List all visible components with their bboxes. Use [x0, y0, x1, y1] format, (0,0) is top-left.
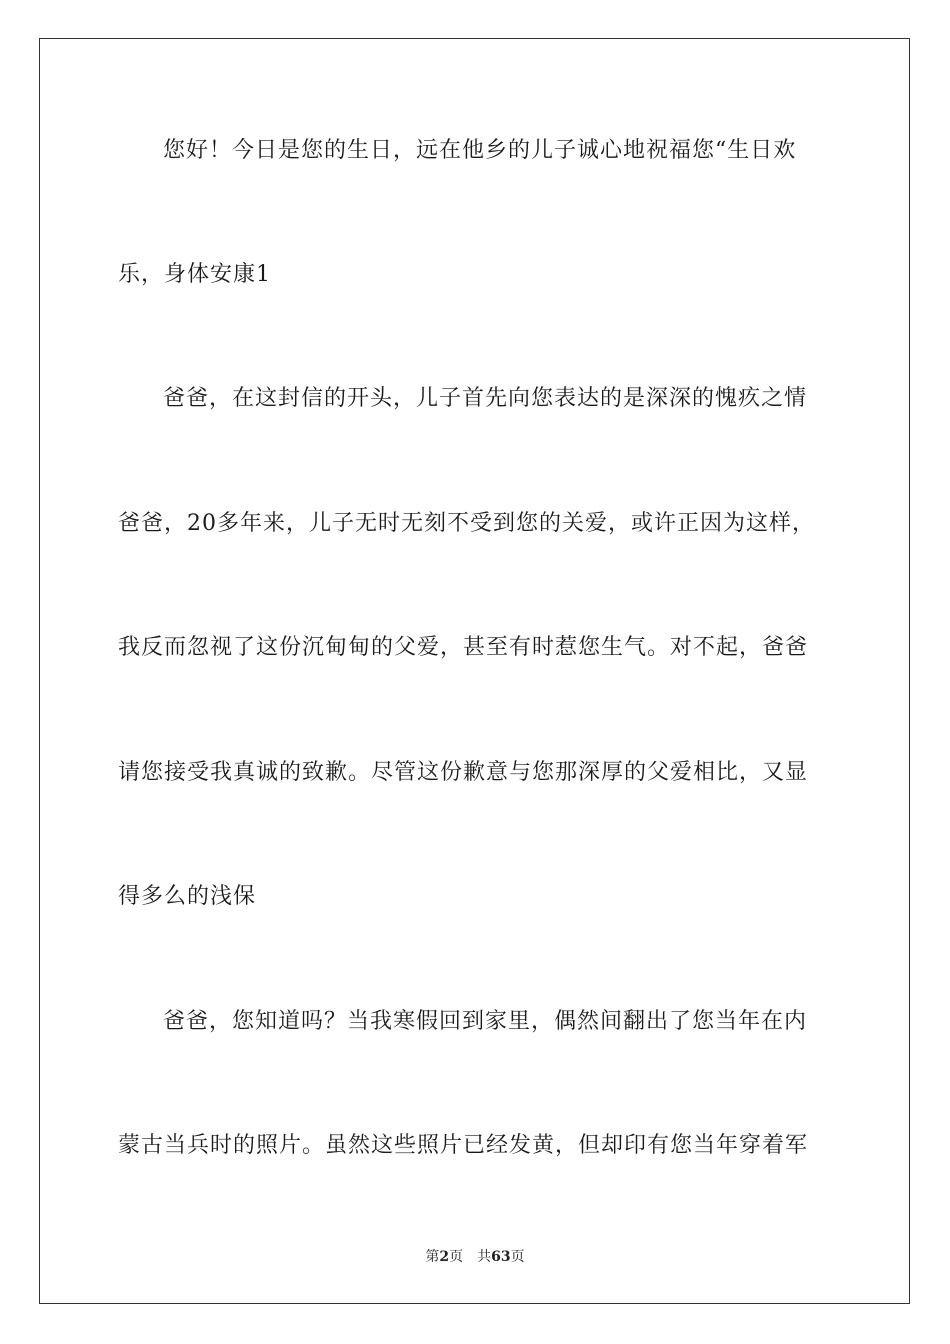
- footer-prefix: 第: [425, 1249, 440, 1265]
- paragraph-3-line-4: 得多么的浅保: [118, 884, 257, 909]
- paragraph-3-line-2: 我反而忽视了这份沉甸甸的父爱，甚至有时惹您生气。对不起，爸爸: [118, 635, 809, 660]
- paragraph-3-line-3: 请您接受我真诚的致歉。尽管这份歉意与您那深厚的父爱相比，又显: [118, 760, 809, 785]
- current-page-number: 2: [439, 1249, 450, 1265]
- paragraph-4-line-1: 爸爸，您知道吗？当我寒假回到家里，偶然间翻出了您当年在内: [163, 1009, 808, 1034]
- page-footer: [0, 1247, 950, 1267]
- footer-mid: 页 共: [449, 1249, 492, 1265]
- paragraph-4-line-2: 蒙古当兵时的照片。虽然这些照片已经发黄，但却印有您当年穿着军: [118, 1133, 809, 1158]
- paragraph-2-line-1: 爸爸，在这封信的开头，儿子首先向您表达的是深深的愧疚之情: [163, 386, 808, 411]
- paragraph-3-line-1: 爸爸，20多年来，儿子无时无刻不受到您的关爱，或许正因为这样，: [118, 511, 815, 536]
- total-page-count: 63: [491, 1249, 511, 1265]
- paragraph-1-line-1: 您好！今日是您的生日，远在他乡的儿子诚心地祝福您“生日欢: [163, 138, 797, 163]
- footer-suffix: 页: [510, 1249, 525, 1265]
- paragraph-1-line-2: 乐，身体安康1: [118, 262, 271, 287]
- page-frame: [39, 38, 910, 1304]
